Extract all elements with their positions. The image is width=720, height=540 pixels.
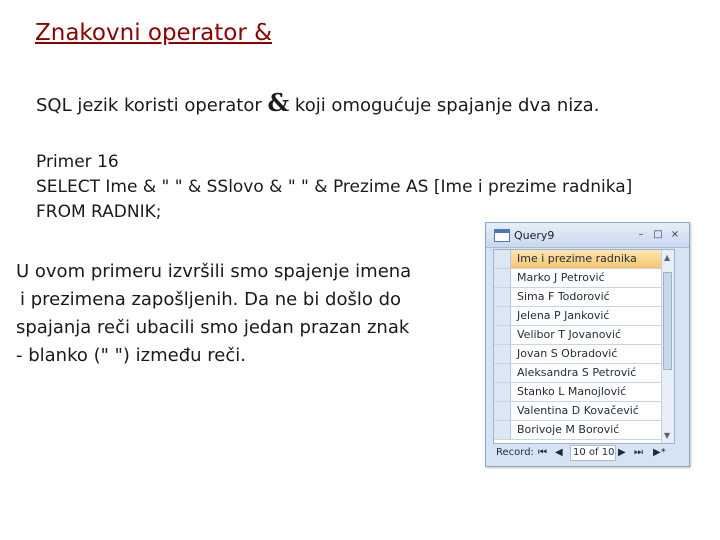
table-row[interactable] <box>494 345 674 364</box>
explanation-line: i prezimena zapošljenih. Da ne bi došlo do <box>20 289 402 310</box>
table-row[interactable] <box>494 307 674 326</box>
record-selector[interactable] <box>494 326 511 344</box>
table-cell[interactable]: Valentina D Kovačević <box>517 404 639 417</box>
intro-text <box>36 88 599 117</box>
table-row[interactable] <box>494 364 674 383</box>
close-button[interactable]: × <box>670 229 680 240</box>
ampersand-symbol: & <box>267 88 290 117</box>
column-header-label: Ime i prezime radnika <box>517 252 637 265</box>
table-row[interactable] <box>494 326 674 345</box>
table-cell[interactable]: Borivoje M Borović <box>517 423 620 436</box>
record-selector[interactable] <box>494 345 511 363</box>
sql-from-line: FROM RADNIK; <box>36 202 162 222</box>
record-label: Record: <box>496 447 534 458</box>
intro-after: koji omogućuje spajanje dva niza. <box>289 95 600 116</box>
sql-example <box>36 150 632 225</box>
table-row[interactable] <box>494 383 674 402</box>
query-window <box>485 222 690 467</box>
record-selector[interactable] <box>494 307 511 325</box>
select-all-cell[interactable] <box>494 250 511 268</box>
record-selector[interactable] <box>494 269 511 287</box>
table-row[interactable] <box>494 421 674 440</box>
last-record-icon[interactable]: ⏭ <box>634 447 643 458</box>
table-cell[interactable]: Stanko L Manojlović <box>517 385 627 398</box>
scrollbar-thumb[interactable] <box>663 272 672 370</box>
explanation-line: spajanja reči ubacili smo jedan prazan znak <box>16 317 410 338</box>
record-selector[interactable] <box>494 383 511 401</box>
table-cell[interactable]: Jelena P Janković <box>517 309 610 322</box>
record-position: 10 of 10 <box>573 447 615 458</box>
new-record-icon[interactable]: ▶* <box>653 447 666 458</box>
next-record-icon[interactable]: ▶ <box>618 447 626 458</box>
record-selector[interactable] <box>494 288 511 306</box>
explanation-line: U ovom primeru izvršili smo spajenje imena <box>16 261 412 282</box>
record-selector[interactable] <box>494 364 511 382</box>
datasheet-grid <box>493 249 675 444</box>
table-cell[interactable]: Jovan S Obradović <box>517 347 618 360</box>
vertical-scrollbar[interactable] <box>661 250 674 443</box>
example-label: Primer 16 <box>36 152 119 172</box>
table-cell[interactable]: Aleksandra S Petrović <box>517 366 637 379</box>
explanation-text <box>16 258 456 370</box>
query-titlebar[interactable] <box>486 223 689 248</box>
table-cell[interactable]: Velibor T Jovanović <box>517 328 622 341</box>
previous-record-icon[interactable]: ◀ <box>555 447 563 458</box>
record-navigation-bar <box>493 443 689 463</box>
scroll-up-icon[interactable]: ▲ <box>664 253 671 262</box>
sql-select-line: SELECT Ime & " " & SSlovo & " " & Prezime AS [Ime i prezime radnika] <box>36 177 633 197</box>
explanation-line: - blanko (" ") između reči. <box>16 345 246 366</box>
record-selector[interactable] <box>494 421 511 439</box>
query-icon <box>494 229 510 242</box>
column-header-row <box>494 250 674 269</box>
record-selector[interactable] <box>494 402 511 420</box>
table-cell[interactable]: Marko J Petrović <box>517 271 605 284</box>
query-title: Query9 <box>514 229 555 242</box>
table-row[interactable] <box>494 288 674 307</box>
restore-button[interactable]: □ <box>653 229 663 240</box>
table-cell[interactable]: Sima F Todorović <box>517 290 610 303</box>
intro-before: SQL jezik koristi operator <box>36 95 268 116</box>
table-row[interactable] <box>494 269 674 288</box>
scroll-down-icon[interactable]: ▼ <box>664 431 671 440</box>
slide-title: Znakovni operator & <box>35 20 273 46</box>
minimize-button[interactable]: – <box>638 229 644 240</box>
first-record-icon[interactable]: ⏮ <box>538 447 547 458</box>
table-row[interactable] <box>494 402 674 421</box>
